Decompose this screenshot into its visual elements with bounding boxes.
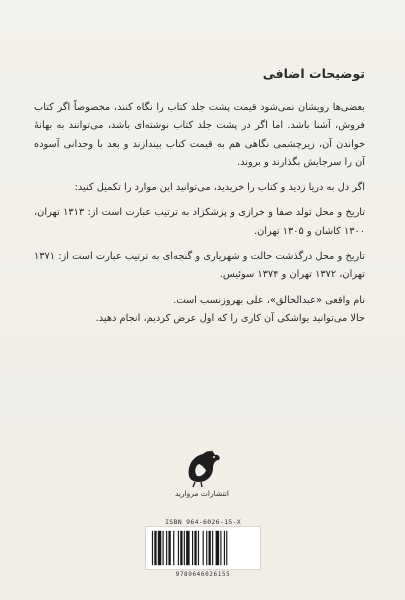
- barcode-bar: [224, 531, 225, 565]
- publisher-rooster-logo-icon: [179, 446, 225, 488]
- barcode-icon: [145, 526, 261, 570]
- barcode-digits: 9789646026155: [175, 571, 231, 578]
- barcode-bar: [180, 531, 182, 565]
- barcode-bar: [168, 531, 170, 565]
- barcode-bar: [178, 531, 179, 565]
- barcode-bar: [203, 531, 204, 565]
- barcode-bar: [198, 531, 199, 565]
- barcode-bar: [163, 531, 164, 565]
- paragraph-real-name: نام واقعی «عبدالخالق»، علی بهروزنسب است.: [173, 294, 365, 306]
- paragraph-closing: حالا می‌توانید یواشکی آن کاری را که اول عرض کردیم، انجام دهید.: [95, 312, 365, 324]
- barcode-bar: [216, 531, 220, 565]
- isbn-label: ISBN 964-6026-15-X: [165, 518, 241, 526]
- barcode-bar: [192, 531, 193, 565]
- barcode-bar: [226, 531, 227, 565]
- barcode-bar: [206, 531, 207, 565]
- paragraph-births: تاریخ و محل تولد صفا و خرازی و پزشکزاد به ترتیب عبارت است از: ۱۳۱۳ تهران، ۱۳۰۰ کاشان و ۱۳۰۵ تهران.: [34, 207, 366, 237]
- barcode-bar: [186, 531, 190, 565]
- cover-text: [34, 66, 365, 335]
- barcode-bar: [184, 531, 185, 565]
- paragraph-buy: اگر دل به دریا زدید و کتاب را خریدید، می‌توانید این موارد را تکمیل کنید:: [74, 182, 365, 194]
- barcode-bar: [152, 531, 153, 565]
- barcode-bar: [154, 531, 156, 565]
- barcode-bar: [194, 531, 196, 565]
- barcode-bar: [212, 531, 213, 565]
- page-title: توضیحات اضافی: [262, 66, 365, 81]
- paragraph-deaths: تاریخ و محل درگذشت حالت و شهریاری و گنجه‌ای به ترتیب عبارت است از: ۱۳۷۱ تهران، ۱۳۷۲ تهران و ۱۳۷۴ سوئیس.: [34, 251, 365, 281]
- barcode-bar: [173, 531, 174, 565]
- paragraph-intro: بعضی‌ها رویشان نمی‌شود قیمت پشت جلد کتاب را نگاه کنند، مخصوصاً اگر کتاب فروش، آشنا باشد. اما اگر در پشت جلد کتاب نوشته‌ای باشد، می‌توانند به بهانهٔ خواندن آن، زیرچشمی نگاهی هم به قیمت کتاب بیندازند و بعد با وجدانی آسوده آن را سرجایش بگذارند و بروند.: [34, 102, 365, 168]
- barcode-bar: [209, 531, 211, 565]
- barcode-bar: [220, 531, 221, 565]
- barcode-bar: [166, 531, 167, 565]
- publisher-name: انتشارات مروارید: [174, 489, 230, 498]
- barcode-bar: [158, 531, 162, 565]
